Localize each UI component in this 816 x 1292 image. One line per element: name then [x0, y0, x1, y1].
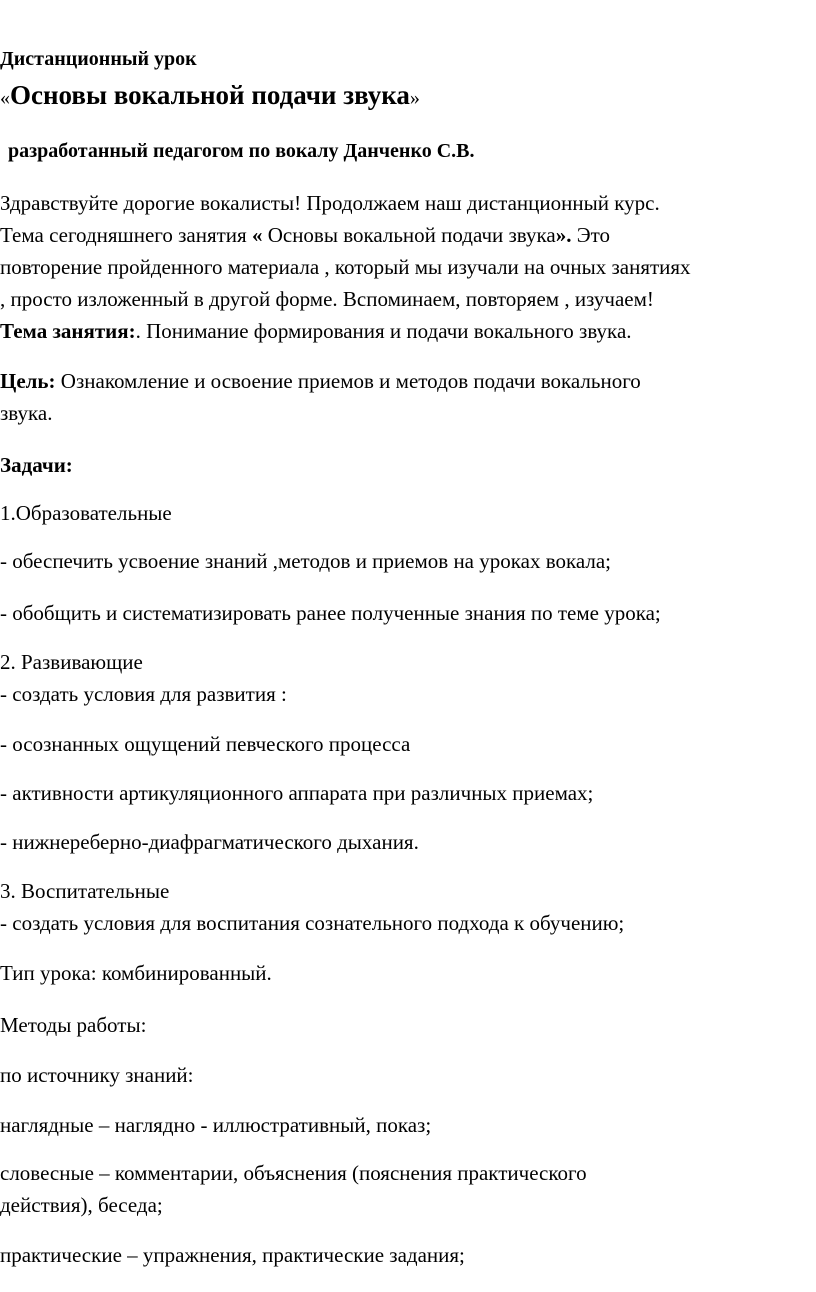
methods-visual: наглядные – наглядно - иллюстративный, показ;	[0, 1113, 432, 1137]
intro-line-2-end: Это	[571, 223, 610, 247]
methods-practical: практические – упражнения, практические задания;	[0, 1243, 465, 1267]
goal-line-2: звука.	[0, 401, 53, 425]
methods-heading: Методы работы:	[0, 1013, 147, 1037]
title-text: Основы вокальной подачи звука	[10, 80, 410, 110]
lesson-type: Тип урока: комбинированный.	[0, 961, 272, 985]
upbringing-title: 3. Воспитательные	[0, 879, 170, 903]
lesson-title	[0, 80, 420, 113]
developing-intro: - создать условия для развития :	[0, 682, 287, 706]
developing-item-1: - осознанных ощущений певческого процесса	[0, 732, 411, 756]
tasks-heading: Задачи:	[0, 453, 73, 477]
intro-line-4: , просто изложенный в другой форме. Вспоминаем, повторяем , изучаем!	[0, 287, 654, 311]
topic-line	[0, 316, 632, 346]
methods-verbal-line-1: словесные – комментарии, объяснения (пояснения практического	[0, 1161, 587, 1185]
methods-by-source: по источнику знаний:	[0, 1063, 194, 1087]
topic-text: . Понимание формирования и подачи вокального звука.	[135, 319, 632, 343]
goal-label: Цель:	[0, 369, 56, 393]
intro-line-2-title: Основы вокальной подачи звука	[262, 223, 556, 247]
intro-line-1: Здравствуйте дорогие вокалисты! Продолжаем наш дистанционный курс.	[0, 191, 660, 215]
title-open-quote: «	[0, 87, 10, 109]
goal-text: Ознакомление и освоение приемов и методов подачи вокального	[55, 369, 641, 393]
goal-line-1	[0, 366, 641, 396]
intro-line-2	[0, 220, 610, 250]
intro-line-2-quote-close: ».	[555, 223, 572, 247]
developing-item-2: - активности артикуляционного аппарата при различных приемах;	[0, 781, 594, 805]
upbringing-item: - создать условия для воспитания сознательного подхода к обучению;	[0, 911, 625, 935]
methods-verbal-line-2: действия), беседа;	[0, 1193, 163, 1217]
intro-line-2-a: Тема сегодняшнего занятия	[0, 223, 252, 247]
intro-line-3: повторение пройденного материала , который мы изучали на очных занятиях	[0, 255, 691, 279]
educational-item-1: - обеспечить усвоение знаний ,методов и приемов на уроках вокала;	[0, 549, 611, 573]
educational-item-2: - обобщить и систематизировать ранее полученные знания по теме урока;	[0, 601, 661, 625]
title-close-quote: »	[409, 87, 420, 109]
author-line: разработанный педагогом по вокалу Данченко С.В.	[8, 140, 475, 162]
developing-title: 2. Развивающие	[0, 650, 143, 674]
educational-title: 1.Образовательные	[0, 501, 172, 525]
developing-item-3: - нижнереберно-диафрагматического дыхания.	[0, 830, 419, 854]
topic-label: Тема занятия:	[0, 319, 136, 343]
intro-line-2-quote-open: «	[251, 223, 263, 247]
lesson-label: Дистанционный урок	[0, 48, 197, 70]
